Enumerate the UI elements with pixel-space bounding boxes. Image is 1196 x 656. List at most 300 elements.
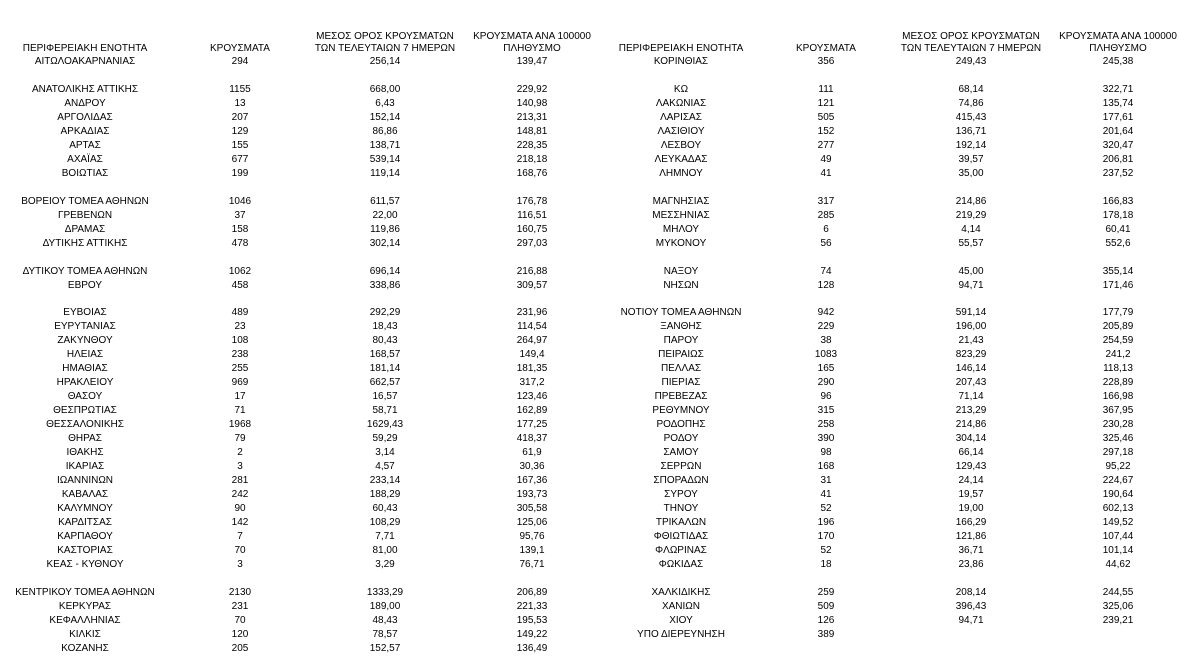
table-row <box>596 376 1196 390</box>
cell-avg7: 213,29 <box>955 405 987 417</box>
cell-region: ΤΗΝΟΥ <box>663 503 699 515</box>
table-row <box>596 334 1196 348</box>
cell-avg7: 208,14 <box>955 586 987 598</box>
cell-region: ΘΗΡΑΣ <box>68 433 102 445</box>
table-row <box>596 460 1196 474</box>
cell-cases: 18 <box>820 558 832 570</box>
cell-avg7: 74,86 <box>958 97 984 109</box>
cell-region: ΧΑΛΚΙΔΙΚΗΣ <box>651 586 711 598</box>
cell-avg7: 138,71 <box>369 139 401 151</box>
cell-region: ΑΡΚΑΔΙΑΣ <box>60 125 110 137</box>
cell-region: ΗΡΑΚΛΕΙΟΥ <box>56 377 114 389</box>
header-region: ΠΕΡΙΦΕΡΕΙΑΚΗ ΕΝΟΤΗΤΑ <box>618 43 744 54</box>
cell-per100k: 190,64 <box>1102 489 1134 501</box>
cell-cases: 37 <box>234 209 246 221</box>
cell-region: ΕΥΒΟΙΑΣ <box>63 307 107 319</box>
cell-cases: 207 <box>231 111 249 123</box>
cell-region: ΚΟΡΙΝΘΙΑΣ <box>653 56 709 67</box>
cell-per100k: 160,75 <box>516 223 548 235</box>
cell-region: ΚΕΦΑΛΛΗΝΙΑΣ <box>49 614 121 626</box>
cell-avg7: 119,86 <box>370 223 400 235</box>
cell-region: ΛΑΚΩΝΙΑΣ <box>655 97 707 109</box>
table-row <box>596 195 1196 209</box>
cell-cases: 196 <box>817 517 835 528</box>
table-row <box>596 223 1196 237</box>
table-row <box>0 306 600 320</box>
cell-avg7: 256,14 <box>369 56 401 67</box>
cell-per100k: 167,36 <box>516 475 548 487</box>
cell-cases: 70 <box>234 544 246 556</box>
cell-avg7: 196,00 <box>955 321 987 333</box>
cell-per100k: 206,81 <box>1102 153 1134 165</box>
cell-region: ΛΑΡΙΣΑΣ <box>660 111 702 123</box>
cell-per100k: 216,88 <box>516 265 548 277</box>
cell-region: ΠΡΕΒΕΖΑΣ <box>654 391 708 403</box>
table-row <box>0 544 600 558</box>
cell-region: ΚΩ <box>673 83 689 95</box>
header-avg-line2: ΤΩΝ ΤΕΛΕΥΤΑΙΩΝ 7 ΗΜΕΡΩΝ <box>900 43 1042 54</box>
cell-region: ΒΟΡΕΙΟΥ ΤΟΜΕΑ ΑΘΗΝΩΝ <box>21 195 149 207</box>
cell-per100k: 135,74 <box>1102 97 1134 109</box>
cell-avg7: 292,29 <box>369 307 401 319</box>
cell-cases: 168 <box>817 461 835 473</box>
table-row <box>0 125 600 139</box>
cell-region: ΕΒΡΟΥ <box>67 279 103 291</box>
cell-per100k: 95,76 <box>519 530 545 542</box>
table-row <box>596 628 1196 642</box>
cell-region: ΣΕΡΡΩΝ <box>660 461 702 473</box>
table-row <box>0 390 600 404</box>
table-row <box>596 265 1196 279</box>
table-row <box>596 348 1196 362</box>
cell-cases: 96 <box>820 391 832 403</box>
cell-per100k: 193,73 <box>516 489 548 501</box>
cell-per100k: 205,89 <box>1102 321 1134 333</box>
header-per100k-line2: ΠΛΗΘΥΣΜΟ <box>1089 43 1147 54</box>
cell-cases: 79 <box>234 433 246 445</box>
table-row <box>596 516 1196 530</box>
cell-cases: 126 <box>817 614 835 626</box>
cell-per100k: 320,47 <box>1102 139 1134 151</box>
cell-per100k: 101,14 <box>1102 544 1134 556</box>
cell-region: ΑΝΑΤΟΛΙΚΗΣ ΑΤΤΙΚΗΣ <box>31 83 139 95</box>
cell-region: ΞΑΝΘΗΣ <box>660 321 702 333</box>
table-row <box>0 516 600 530</box>
table-row <box>0 432 600 446</box>
cell-per100k: 76,71 <box>519 558 545 570</box>
table-row <box>596 530 1196 544</box>
cell-region: ΗΛΕΙΑΣ <box>66 349 104 361</box>
cell-per100k: 325,06 <box>1102 600 1134 612</box>
cell-region: ΣΑΜΟΥ <box>663 447 699 459</box>
table-row <box>596 55 1196 69</box>
cell-per100k: 60,41 <box>1105 223 1131 235</box>
cell-avg7: 214,86 <box>955 419 987 431</box>
table-row <box>0 600 600 614</box>
table-row <box>596 83 1196 97</box>
cell-cases: 41 <box>820 167 832 179</box>
table-row <box>0 265 600 279</box>
cell-region: ΡΟΔΟΠΗΣ <box>656 419 706 431</box>
table-row <box>0 55 600 69</box>
header-region: ΠΕΡΙΦΕΡΕΙΑΚΗ ΕΝΟΤΗΤΑ <box>22 43 148 54</box>
cell-region: ΜΥΚΟΝΟΥ <box>655 237 707 249</box>
cell-cases: 3 <box>237 461 243 473</box>
cell-region: ΠΕΛΛΑΣ <box>660 363 702 375</box>
table-row <box>0 223 600 237</box>
table-row <box>0 334 600 348</box>
cell-cases: 229 <box>817 321 835 333</box>
cell-cases: 290 <box>817 377 835 389</box>
header-avg-line1: ΜΕΣΟΣ ΟΡΟΣ ΚΡΟΥΣΜΑΤΩΝ <box>316 31 454 42</box>
cell-avg7: 249,43 <box>955 56 987 67</box>
cell-region: ΡΕΘΥΜΝΟΥ <box>652 405 710 417</box>
cell-per100k: 244,55 <box>1102 586 1134 598</box>
cell-avg7: 16,57 <box>372 391 398 403</box>
cell-avg7: 18,43 <box>372 321 398 333</box>
cell-region: ΦΩΚΙΔΑΣ <box>658 558 704 570</box>
table-row <box>0 111 600 125</box>
cell-cases: 942 <box>817 307 835 319</box>
cell-per100k: 149,22 <box>516 628 548 640</box>
cell-avg7: 168,57 <box>369 349 401 361</box>
cell-cases: 120 <box>231 628 249 640</box>
table-row <box>0 614 600 628</box>
cell-cases: 158 <box>231 223 249 235</box>
cell-cases: 390 <box>817 433 835 445</box>
cell-avg7: 59,29 <box>372 433 398 445</box>
cell-region: ΛΕΥΚΑΔΑΣ <box>654 153 708 165</box>
cell-region: ΔΡΑΜΑΣ <box>64 223 106 235</box>
cell-per100k: 178,18 <box>1102 209 1134 221</box>
cell-per100k: 177,25 <box>516 419 548 431</box>
cell-cases: 56 <box>820 237 832 249</box>
header-per100k-line1: ΚΡΟΥΣΜΑΤΑ ΑΝΑ 100000 <box>1059 31 1177 42</box>
cell-per100k: 177,61 <box>1102 111 1134 123</box>
cell-avg7: 60,43 <box>372 503 398 515</box>
cell-cases: 356 <box>817 56 835 67</box>
table-row <box>0 642 600 656</box>
table-row <box>596 362 1196 376</box>
cell-avg7: 166,29 <box>955 517 987 528</box>
table-row <box>596 614 1196 628</box>
table-row <box>0 83 600 97</box>
cell-avg7: 415,43 <box>955 111 987 123</box>
cell-per100k: 136,49 <box>516 642 548 654</box>
table-row <box>0 586 600 600</box>
cell-cases: 2 <box>237 447 243 459</box>
cell-per100k: 168,76 <box>516 167 548 179</box>
table-row <box>596 320 1196 334</box>
cell-avg7: 219,29 <box>955 209 987 221</box>
cell-avg7: 94,71 <box>958 279 984 291</box>
cell-avg7: 3,14 <box>375 447 395 459</box>
cell-avg7: 80,43 <box>372 335 398 347</box>
table-row <box>596 153 1196 167</box>
cell-cases: 121 <box>817 97 835 109</box>
cell-cases: 205 <box>231 642 249 654</box>
cell-per100k: 317,2 <box>519 377 545 389</box>
table-row <box>596 446 1196 460</box>
cell-cases: 31 <box>820 475 832 487</box>
table-row <box>0 195 600 209</box>
cell-cases: 969 <box>231 377 249 389</box>
cell-avg7: 188,29 <box>369 489 401 501</box>
cell-cases: 677 <box>231 153 249 165</box>
cell-region: ΘΕΣΠΡΩΤΙΑΣ <box>53 405 117 417</box>
cell-avg7: 823,29 <box>955 349 987 361</box>
cell-region: ΝΗΣΩΝ <box>663 279 699 291</box>
cell-per100k: 149,4 <box>519 349 545 361</box>
cell-per100k: 230,28 <box>1102 419 1134 431</box>
cell-avg7: 23,86 <box>958 558 984 570</box>
cell-avg7: 591,14 <box>955 307 987 319</box>
cell-cases: 1083 <box>814 349 838 361</box>
table-row <box>596 586 1196 600</box>
cell-cases: 7 <box>237 530 243 542</box>
cell-avg7: 55,57 <box>958 237 984 249</box>
table-row <box>0 279 600 293</box>
cell-region: ΔΥΤΙΚΟΥ ΤΟΜΕΑ ΑΘΗΝΩΝ <box>22 265 148 277</box>
header-avg-line2: ΤΩΝ ΤΕΛΕΥΤΑΙΩΝ 7 ΗΜΕΡΩΝ <box>314 43 456 54</box>
cell-avg7: 19,00 <box>958 503 984 515</box>
cell-per100k: 602,13 <box>1102 503 1134 515</box>
cell-per100k: 418,37 <box>516 433 548 445</box>
cell-per100k: 297,18 <box>1102 447 1134 459</box>
cell-per100k: 325,46 <box>1102 433 1134 445</box>
cell-cases: 389 <box>817 628 835 640</box>
cell-per100k: 367,95 <box>1102 405 1134 417</box>
header-cases: ΚΡΟΥΣΜΑΤΑ <box>210 43 270 54</box>
cell-avg7: 189,00 <box>369 600 401 612</box>
cell-per100k: 195,53 <box>516 614 548 626</box>
table-row <box>596 125 1196 139</box>
cell-region: ΧΙΟΥ <box>669 614 693 626</box>
cell-per100k: 264,97 <box>516 335 548 347</box>
cell-per100k: 206,89 <box>516 586 548 598</box>
cell-per100k: 322,71 <box>1102 83 1134 95</box>
cell-per100k: 176,78 <box>516 195 548 207</box>
cell-avg7: 396,43 <box>955 600 987 612</box>
cell-region: ΧΑΝΙΩΝ <box>661 600 701 612</box>
cell-avg7: 129,43 <box>955 461 987 473</box>
cell-region: ΚΕΝΤΡΙΚΟΥ ΤΟΜΕΑ ΑΘΗΝΩΝ <box>15 586 155 598</box>
cell-region: ΣΠΟΡΑΔΩΝ <box>653 475 709 487</box>
cell-per100k: 114,54 <box>517 321 547 333</box>
table-row <box>0 460 600 474</box>
table-row <box>596 97 1196 111</box>
cell-region: ΒΟΙΩΤΙΑΣ <box>61 167 109 179</box>
cell-cases: 70 <box>234 614 246 626</box>
cell-per100k: 239,21 <box>1102 614 1134 626</box>
cell-cases: 152 <box>817 125 835 137</box>
table-row <box>596 558 1196 572</box>
cell-region: ΕΥΡΥΤΑΝΙΑΣ <box>54 321 116 333</box>
cell-avg7: 39,57 <box>958 153 984 165</box>
table-row <box>596 418 1196 432</box>
cell-region: ΥΠΟ ΔΙΕΡΕΥΝΗΣΗ <box>637 628 725 640</box>
cell-cases: 238 <box>231 349 249 361</box>
table-row <box>596 502 1196 516</box>
cell-avg7: 302,14 <box>369 237 401 249</box>
cell-cases: 98 <box>820 447 832 459</box>
cell-region: ΑΝΔΡΟΥ <box>64 97 106 109</box>
cell-per100k: 213,31 <box>516 111 548 123</box>
table-row <box>596 209 1196 223</box>
cell-cases: 90 <box>234 503 246 515</box>
cell-per100k: 30,36 <box>519 461 545 473</box>
cell-avg7: 662,57 <box>369 377 401 389</box>
table-row <box>0 502 600 516</box>
cell-region: ΙΘΑΚΗΣ <box>66 447 104 459</box>
cell-region: ΡΟΔΟΥ <box>663 433 699 445</box>
table-row <box>0 97 600 111</box>
cell-cases: 41 <box>820 489 832 501</box>
cell-region: ΚΑΒΑΛΑΣ <box>61 489 109 501</box>
cell-cases: 6 <box>823 223 829 235</box>
cell-cases: 2130 <box>228 586 252 598</box>
cell-region: ΑΧΑΪΑΣ <box>67 153 103 165</box>
cell-cases: 285 <box>817 209 835 221</box>
table-row <box>0 446 600 460</box>
cell-cases: 170 <box>817 530 835 542</box>
cell-per100k: 201,64 <box>1102 125 1134 137</box>
header-avg-line1: ΜΕΣΟΣ ΟΡΟΣ ΚΡΟΥΣΜΑΤΩΝ <box>902 31 1040 42</box>
cell-cases: 13 <box>234 97 246 109</box>
cell-per100k: 166,98 <box>1102 391 1134 403</box>
cell-region: ΚΑΣΤΟΡΙΑΣ <box>57 544 113 556</box>
cell-cases: 489 <box>231 307 249 319</box>
cell-cases: 294 <box>231 56 249 67</box>
table-row <box>596 306 1196 320</box>
cell-region: ΑΡΓΟΛΙΔΑΣ <box>57 111 113 123</box>
cell-avg7: 214,86 <box>955 195 987 207</box>
table-row <box>596 404 1196 418</box>
cell-per100k: 237,52 <box>1102 167 1134 179</box>
table-row <box>596 237 1196 251</box>
cell-region: ΘΑΣΟΥ <box>67 391 103 403</box>
cell-avg7: 7,71 <box>375 530 395 542</box>
cell-per100k: 139,47 <box>516 56 548 67</box>
cell-avg7: 4,57 <box>375 461 395 473</box>
cell-per100k: 177,79 <box>1102 307 1134 319</box>
cell-per100k: 139,1 <box>519 544 545 556</box>
cell-region: ΛΕΣΒΟΥ <box>660 139 702 151</box>
table-row <box>0 628 600 642</box>
table-row <box>596 390 1196 404</box>
table-row <box>596 600 1196 614</box>
table-row <box>0 139 600 153</box>
table-row <box>596 139 1196 153</box>
cell-cases: 1968 <box>228 419 252 431</box>
cell-region: ΜΗΛΟΥ <box>662 223 700 235</box>
cell-per100k: 116,51 <box>517 209 547 221</box>
cell-per100k: 148,81 <box>516 125 548 137</box>
cell-per100k: 140,98 <box>516 97 548 109</box>
table-row <box>0 474 600 488</box>
cell-cases: 199 <box>231 167 249 179</box>
cell-per100k: 107,44 <box>1102 530 1134 542</box>
cell-cases: 71 <box>234 405 246 417</box>
cell-region: ΚΟΖΑΝΗΣ <box>61 642 109 654</box>
cell-per100k: 224,67 <box>1102 475 1134 487</box>
cell-avg7: 21,43 <box>958 335 984 347</box>
cell-per100k: 166,83 <box>1102 195 1134 207</box>
table-row <box>0 237 600 251</box>
cell-region: ΘΕΣΣΑΛΟΝΙΚΗΣ <box>46 419 124 431</box>
cell-region: ΚΕΡΚΥΡΑΣ <box>58 600 112 612</box>
cell-avg7: 94,71 <box>958 614 984 626</box>
cell-region: ΜΑΓΝΗΣΙΑΣ <box>652 195 710 207</box>
table-row <box>0 404 600 418</box>
cell-avg7: 136,71 <box>955 125 987 137</box>
cell-per100k: 125,06 <box>516 517 548 528</box>
cell-avg7: 45,00 <box>958 265 984 277</box>
cell-cases: 315 <box>817 405 835 417</box>
cell-avg7: 146,14 <box>955 363 987 375</box>
cell-cases: 1062 <box>228 265 252 277</box>
cell-cases: 142 <box>231 517 249 528</box>
table-row <box>596 111 1196 125</box>
cell-region: ΛΑΣΙΘΙΟΥ <box>657 125 705 137</box>
cell-per100k: 231,96 <box>516 307 548 319</box>
cell-region: ΚΑΡΠΑΘΟΥ <box>57 530 113 542</box>
cell-cases: 38 <box>820 335 832 347</box>
cell-avg7: 304,14 <box>955 433 987 445</box>
cell-avg7: 1629,43 <box>366 419 404 431</box>
cell-cases: 458 <box>231 279 249 291</box>
cell-per100k: 229,92 <box>516 83 548 95</box>
table-row <box>0 376 600 390</box>
table-row <box>596 167 1196 181</box>
cell-per100k: 228,35 <box>516 139 548 151</box>
table-row <box>596 279 1196 293</box>
cell-avg7: 58,71 <box>372 405 398 417</box>
header-per100k-line1: ΚΡΟΥΣΜΑΤΑ ΑΝΑ 100000 <box>473 31 591 42</box>
cell-cases: 509 <box>817 600 835 612</box>
cell-cases: 23 <box>234 321 246 333</box>
cell-region: ΦΛΩΡΙΝΑΣ <box>655 544 707 556</box>
table-row <box>596 544 1196 558</box>
cell-avg7: 233,14 <box>369 475 401 487</box>
table-row <box>0 488 600 502</box>
cell-cases: 317 <box>817 195 835 207</box>
cell-cases: 128 <box>817 279 835 291</box>
cell-cases: 74 <box>820 265 832 277</box>
cell-avg7: 19,57 <box>958 489 984 501</box>
cell-avg7: 181,14 <box>369 363 401 375</box>
cell-cases: 259 <box>817 586 835 598</box>
cell-cases: 478 <box>231 237 249 249</box>
cell-region: ΚΑΛΥΜΝΟΥ <box>57 503 113 515</box>
cell-cases: 165 <box>817 363 835 375</box>
cell-cases: 281 <box>231 475 249 487</box>
cell-per100k: 309,57 <box>516 279 548 291</box>
cell-region: ΚΕΑΣ - ΚΥΘΝΟΥ <box>46 558 124 570</box>
cell-region: ΝΟΤΙΟΥ ΤΟΜΕΑ ΑΘΗΝΩΝ <box>620 307 742 319</box>
cell-avg7: 81,00 <box>372 544 398 556</box>
cell-region: ΠΑΡΟΥ <box>663 335 699 347</box>
cell-cases: 255 <box>231 363 249 375</box>
cell-avg7: 24,14 <box>958 475 984 487</box>
cell-cases: 49 <box>820 153 832 165</box>
cell-avg7: 668,00 <box>369 83 401 95</box>
cell-per100k: 44,62 <box>1105 558 1131 570</box>
cell-region: ΓΡΕΒΕΝΩΝ <box>57 209 113 221</box>
cell-cases: 108 <box>231 335 249 347</box>
cell-avg7: 192,14 <box>955 139 987 151</box>
cell-region: ΚΙΛΚΙΣ <box>69 628 101 640</box>
